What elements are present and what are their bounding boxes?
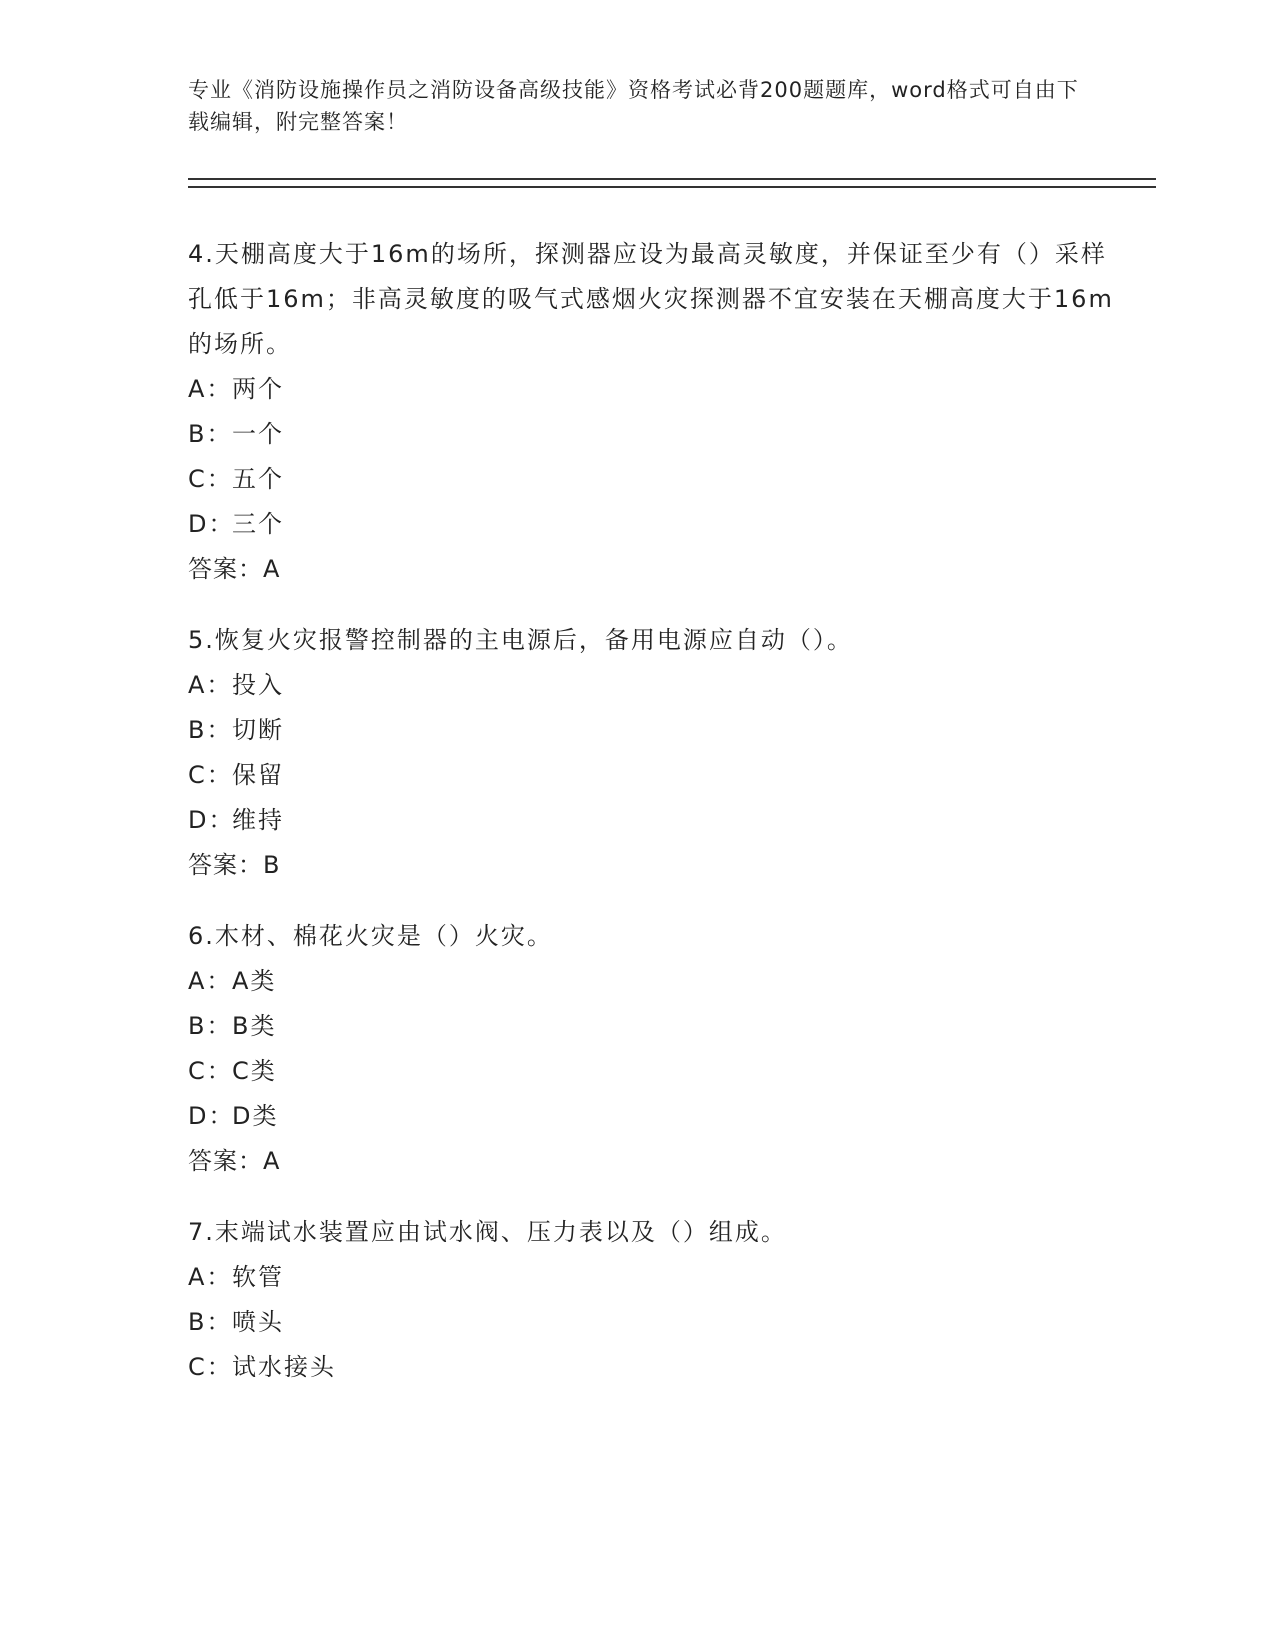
option-text: A类 <box>232 967 277 995</box>
option-b <box>188 412 1128 457</box>
option-c <box>188 1049 1128 1094</box>
answer-line: 答案：A <box>188 555 281 583</box>
document-header: 专业《消防设施操作员之消防设备高级技能》资格考试必背200题题库，word格式可自由下载编辑，附完整答案！ <box>188 78 1079 134</box>
option-letter: C： <box>188 761 233 789</box>
option-a <box>188 1255 1128 1300</box>
question-stem: 6.木材、棉花火灾是（）火灾。 <box>188 922 553 950</box>
option-b <box>188 1004 1128 1049</box>
option-d <box>188 1094 1128 1139</box>
option-a <box>188 367 1128 412</box>
header-divider <box>188 178 1156 188</box>
option-letter: D： <box>188 510 235 538</box>
question-5 <box>188 618 1128 888</box>
option-text: 保留 <box>232 761 284 789</box>
option-text: D类 <box>232 1102 279 1130</box>
option-text: 软管 <box>232 1263 284 1291</box>
option-text: 切断 <box>232 716 284 744</box>
option-text: 两个 <box>232 375 284 403</box>
option-letter: C： <box>188 1353 233 1381</box>
question-4 <box>188 232 1128 592</box>
question-stem: 7.末端试水装置应由试水阀、压力表以及（）组成。 <box>188 1218 787 1246</box>
answer-line: 答案：B <box>188 851 281 879</box>
option-letter: C： <box>188 465 233 493</box>
option-d <box>188 502 1128 547</box>
option-a <box>188 959 1128 1004</box>
option-text: C类 <box>232 1057 277 1085</box>
question-6 <box>188 914 1128 1184</box>
option-letter: A： <box>188 967 233 995</box>
option-letter: D： <box>188 806 235 834</box>
option-letter: D： <box>188 1102 235 1130</box>
option-c <box>188 1345 1128 1390</box>
option-letter: B： <box>188 420 233 448</box>
option-letter: A： <box>188 671 233 699</box>
option-c <box>188 753 1128 798</box>
option-letter: B： <box>188 716 233 744</box>
question-7 <box>188 1210 1128 1390</box>
option-text: 一个 <box>232 420 284 448</box>
option-a <box>188 663 1128 708</box>
question-stem: 5.恢复火灾报警控制器的主电源后，备用电源应自动（）。 <box>188 626 853 654</box>
option-text: 喷头 <box>232 1308 284 1336</box>
option-text: B类 <box>232 1012 277 1040</box>
option-text: 投入 <box>232 671 284 699</box>
option-b <box>188 708 1128 753</box>
question-list <box>188 232 1128 1416</box>
option-text: 试水接头 <box>232 1353 336 1381</box>
option-letter: C： <box>188 1057 233 1085</box>
answer-line: 答案：A <box>188 1147 281 1175</box>
option-text: 维持 <box>232 806 284 834</box>
option-letter: B： <box>188 1012 233 1040</box>
option-letter: A： <box>188 375 233 403</box>
option-d <box>188 798 1128 843</box>
option-c <box>188 457 1128 502</box>
question-stem: 4.天棚高度大于16m的场所，探测器应设为最高灵敏度，并保证至少有（）采样孔低于16m；非高灵敏度的吸气式感烟火灾探测器不宜安装在天棚高度大于16m的场所。 <box>188 240 1114 358</box>
option-b <box>188 1300 1128 1345</box>
option-text: 五个 <box>232 465 284 493</box>
option-letter: A： <box>188 1263 233 1291</box>
option-letter: B： <box>188 1308 233 1336</box>
option-text: 三个 <box>232 510 284 538</box>
